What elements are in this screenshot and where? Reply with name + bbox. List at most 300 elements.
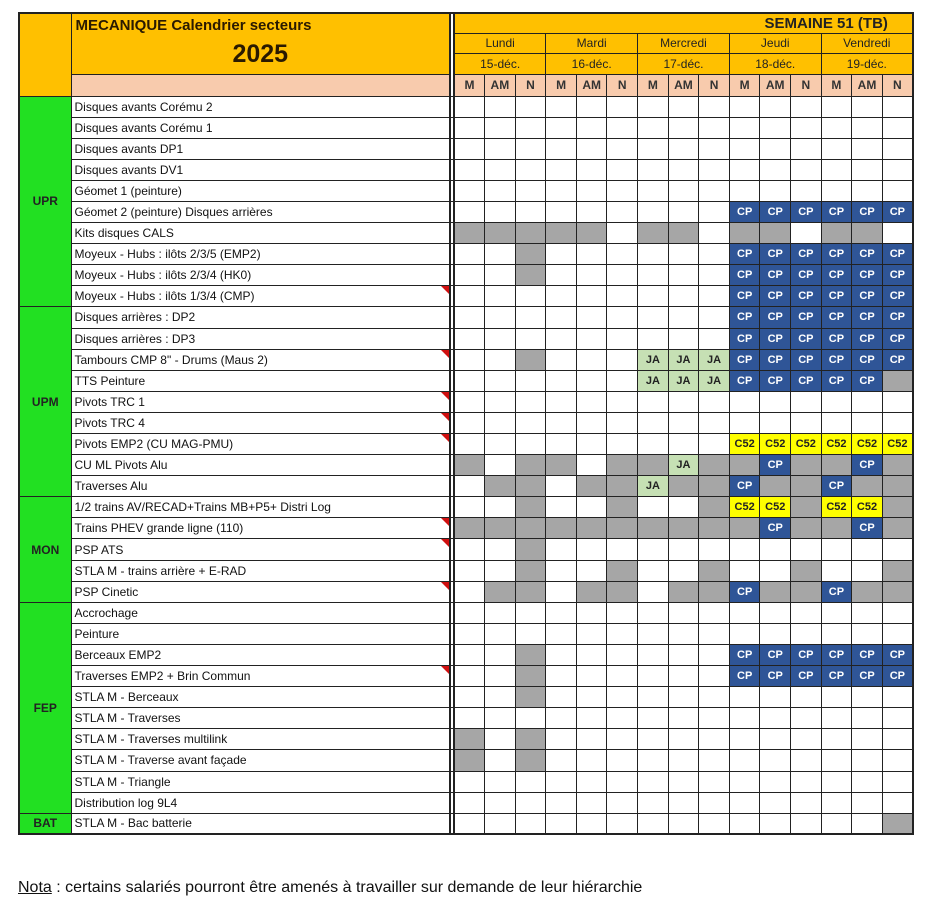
shift-cell[interactable] [852, 539, 883, 560]
shift-cell[interactable] [515, 286, 546, 307]
shift-cell-closed[interactable] [607, 560, 638, 581]
shift-cell[interactable] [668, 687, 699, 708]
shift-cell[interactable] [760, 602, 791, 623]
shift-cell[interactable] [485, 434, 516, 455]
shift-cell-closed[interactable] [546, 518, 577, 539]
shift-cell-closed[interactable] [607, 476, 638, 497]
shift-cell-closed[interactable] [882, 497, 913, 518]
shift-cell-cp[interactable]: CP [821, 476, 852, 497]
shift-cell[interactable] [638, 412, 669, 433]
shift-cell[interactable] [699, 434, 730, 455]
shift-cell[interactable] [638, 560, 669, 581]
shift-cell-c52[interactable]: C52 [882, 434, 913, 455]
shift-cell-closed[interactable] [515, 750, 546, 771]
shift-cell[interactable] [882, 750, 913, 771]
shift-cell[interactable] [546, 750, 577, 771]
shift-cell[interactable] [546, 539, 577, 560]
shift-cell[interactable] [882, 539, 913, 560]
shift-cell[interactable] [791, 792, 822, 813]
shift-cell-cp[interactable]: CP [852, 328, 883, 349]
shift-cell-cp[interactable]: CP [852, 644, 883, 665]
shift-cell[interactable] [791, 771, 822, 792]
row-label[interactable] [71, 750, 450, 771]
shift-cell-cp[interactable]: CP [760, 265, 791, 286]
shift-cell-cp[interactable]: CP [729, 581, 760, 602]
shift-cell-cp[interactable]: CP [852, 265, 883, 286]
shift-cell-cp[interactable]: CP [882, 244, 913, 265]
shift-cell[interactable] [760, 792, 791, 813]
shift-cell[interactable] [607, 349, 638, 370]
shift-cell[interactable] [576, 455, 607, 476]
shift-cell[interactable] [454, 581, 485, 602]
row-label[interactable] [71, 223, 450, 244]
shift-cell[interactable] [791, 708, 822, 729]
shift-cell[interactable] [485, 96, 516, 117]
shift-cell[interactable] [485, 687, 516, 708]
shift-cell[interactable] [576, 412, 607, 433]
shift-cell[interactable] [576, 96, 607, 117]
shift-cell[interactable] [821, 138, 852, 159]
shift-cell[interactable] [821, 391, 852, 412]
shift-cell[interactable] [852, 623, 883, 644]
shift-cell-closed[interactable] [515, 644, 546, 665]
row-label[interactable] [71, 434, 450, 455]
shift-cell-cp[interactable]: CP [821, 244, 852, 265]
row-label[interactable] [71, 623, 450, 644]
shift-cell[interactable] [729, 138, 760, 159]
shift-cell[interactable] [729, 623, 760, 644]
shift-cell[interactable] [821, 560, 852, 581]
row-label[interactable] [71, 792, 450, 813]
comment-indicator-icon[interactable] [441, 413, 449, 421]
shift-cell[interactable] [607, 159, 638, 180]
shift-cell-cp[interactable]: CP [821, 307, 852, 328]
shift-cell[interactable] [638, 96, 669, 117]
shift-cell[interactable] [791, 623, 822, 644]
shift-cell[interactable] [882, 792, 913, 813]
shift-cell-cp[interactable]: CP [791, 666, 822, 687]
shift-cell[interactable] [638, 644, 669, 665]
shift-cell-closed[interactable] [515, 497, 546, 518]
shift-cell-closed[interactable] [882, 518, 913, 539]
shift-cell[interactable] [576, 370, 607, 391]
shift-cell[interactable] [699, 307, 730, 328]
shift-cell[interactable] [515, 117, 546, 138]
shift-cell[interactable] [576, 644, 607, 665]
shift-cell[interactable] [729, 117, 760, 138]
shift-cell-closed[interactable] [485, 581, 516, 602]
shift-cell[interactable] [760, 159, 791, 180]
shift-cell[interactable] [546, 244, 577, 265]
shift-cell[interactable] [515, 328, 546, 349]
shift-cell-cp[interactable]: CP [760, 307, 791, 328]
shift-cell[interactable] [485, 265, 516, 286]
shift-cell[interactable] [791, 180, 822, 201]
shift-cell[interactable] [791, 391, 822, 412]
shift-cell-ja[interactable]: JA [699, 370, 730, 391]
shift-cell[interactable] [546, 117, 577, 138]
shift-cell[interactable] [638, 159, 669, 180]
shift-cell[interactable] [668, 391, 699, 412]
shift-cell[interactable] [546, 286, 577, 307]
shift-cell[interactable] [485, 180, 516, 201]
shift-cell-closed[interactable] [485, 476, 516, 497]
shift-cell-closed[interactable] [515, 244, 546, 265]
shift-cell[interactable] [576, 180, 607, 201]
shift-cell-cp[interactable]: CP [760, 666, 791, 687]
shift-cell-cp[interactable]: CP [760, 349, 791, 370]
shift-cell[interactable] [515, 412, 546, 433]
shift-cell[interactable] [454, 539, 485, 560]
shift-cell[interactable] [638, 729, 669, 750]
shift-cell-ja[interactable]: JA [699, 349, 730, 370]
shift-cell[interactable] [546, 180, 577, 201]
shift-cell[interactable] [485, 307, 516, 328]
shift-cell[interactable] [638, 792, 669, 813]
shift-cell[interactable] [607, 138, 638, 159]
shift-cell-ja[interactable]: JA [668, 455, 699, 476]
shift-cell[interactable] [454, 623, 485, 644]
shift-cell[interactable] [546, 644, 577, 665]
shift-cell[interactable] [760, 391, 791, 412]
shift-cell-cp[interactable]: CP [882, 644, 913, 665]
shift-cell-cp[interactable]: CP [791, 349, 822, 370]
shift-cell[interactable] [821, 623, 852, 644]
shift-cell-cp[interactable]: CP [852, 370, 883, 391]
shift-cell[interactable] [454, 349, 485, 370]
shift-cell-closed[interactable] [638, 518, 669, 539]
shift-cell[interactable] [515, 792, 546, 813]
shift-cell[interactable] [546, 666, 577, 687]
row-label[interactable] [71, 539, 450, 560]
shift-cell[interactable] [607, 813, 638, 834]
shift-cell[interactable] [546, 813, 577, 834]
shift-cell[interactable] [546, 708, 577, 729]
shift-cell[interactable] [638, 750, 669, 771]
shift-cell-c52[interactable]: C52 [821, 497, 852, 518]
shift-cell[interactable] [729, 412, 760, 433]
shift-cell[interactable] [760, 687, 791, 708]
row-label[interactable] [71, 328, 450, 349]
shift-cell-cp[interactable]: CP [882, 666, 913, 687]
shift-cell[interactable] [760, 412, 791, 433]
row-label[interactable] [71, 370, 450, 391]
shift-cell[interactable] [729, 96, 760, 117]
shift-cell[interactable] [791, 159, 822, 180]
shift-cell[interactable] [546, 792, 577, 813]
shift-cell[interactable] [729, 602, 760, 623]
shift-cell-closed[interactable] [791, 581, 822, 602]
shift-cell-cp[interactable]: CP [791, 370, 822, 391]
shift-cell[interactable] [668, 708, 699, 729]
shift-cell[interactable] [699, 813, 730, 834]
shift-cell[interactable] [821, 602, 852, 623]
shift-cell-cp[interactable]: CP [821, 265, 852, 286]
shift-cell[interactable] [852, 391, 883, 412]
shift-cell[interactable] [821, 708, 852, 729]
row-label[interactable] [71, 138, 450, 159]
shift-cell-cp[interactable]: CP [821, 581, 852, 602]
shift-cell-cp[interactable]: CP [760, 370, 791, 391]
shift-cell[interactable] [454, 96, 485, 117]
shift-cell[interactable] [699, 729, 730, 750]
shift-cell[interactable] [454, 201, 485, 222]
shift-cell[interactable] [882, 412, 913, 433]
shift-cell-closed[interactable] [515, 539, 546, 560]
shift-cell[interactable] [454, 813, 485, 834]
shift-cell[interactable] [729, 792, 760, 813]
shift-cell-cp[interactable]: CP [760, 644, 791, 665]
shift-cell-cp[interactable]: CP [760, 518, 791, 539]
shift-cell[interactable] [607, 539, 638, 560]
shift-cell-closed[interactable] [729, 455, 760, 476]
row-label[interactable] [71, 602, 450, 623]
shift-cell-cp[interactable]: CP [852, 307, 883, 328]
shift-cell-ja[interactable]: JA [638, 476, 669, 497]
row-label[interactable] [71, 708, 450, 729]
shift-cell[interactable] [515, 708, 546, 729]
shift-cell-c52[interactable]: C52 [760, 497, 791, 518]
shift-cell-cp[interactable]: CP [729, 328, 760, 349]
shift-cell-closed[interactable] [515, 265, 546, 286]
shift-cell-cp[interactable]: CP [729, 265, 760, 286]
shift-cell[interactable] [852, 750, 883, 771]
shift-cell[interactable] [791, 813, 822, 834]
shift-cell-cp[interactable]: CP [821, 644, 852, 665]
shift-cell[interactable] [638, 539, 669, 560]
shift-cell[interactable] [485, 771, 516, 792]
shift-cell[interactable] [729, 708, 760, 729]
shift-cell[interactable] [607, 307, 638, 328]
shift-cell-cp[interactable]: CP [852, 666, 883, 687]
shift-cell[interactable] [485, 286, 516, 307]
shift-cell[interactable] [729, 180, 760, 201]
shift-cell[interactable] [638, 117, 669, 138]
shift-cell[interactable] [576, 265, 607, 286]
row-label[interactable] [71, 244, 450, 265]
shift-cell-cp[interactable]: CP [791, 286, 822, 307]
shift-cell-cp[interactable]: CP [791, 307, 822, 328]
shift-cell[interactable] [485, 328, 516, 349]
shift-cell[interactable] [454, 476, 485, 497]
shift-cell[interactable] [638, 286, 669, 307]
shift-cell-closed[interactable] [607, 455, 638, 476]
shift-cell[interactable] [515, 370, 546, 391]
shift-cell-closed[interactable] [791, 560, 822, 581]
shift-cell[interactable] [852, 180, 883, 201]
shift-cell[interactable] [454, 328, 485, 349]
shift-cell-c52[interactable]: C52 [729, 497, 760, 518]
shift-cell[interactable] [821, 771, 852, 792]
shift-cell-cp[interactable]: CP [729, 349, 760, 370]
shift-cell-closed[interactable] [699, 581, 730, 602]
shift-cell-closed[interactable] [791, 476, 822, 497]
shift-cell[interactable] [546, 265, 577, 286]
shift-cell[interactable] [821, 180, 852, 201]
shift-cell[interactable] [576, 708, 607, 729]
shift-cell[interactable] [485, 349, 516, 370]
shift-cell[interactable] [852, 117, 883, 138]
shift-cell[interactable] [546, 687, 577, 708]
row-label[interactable] [71, 96, 450, 117]
shift-cell[interactable] [821, 412, 852, 433]
shift-cell-closed[interactable] [821, 223, 852, 244]
shift-cell-cp[interactable]: CP [821, 349, 852, 370]
shift-cell-closed[interactable] [515, 560, 546, 581]
shift-cell[interactable] [821, 687, 852, 708]
comment-indicator-icon[interactable] [441, 539, 449, 547]
shift-cell[interactable] [882, 223, 913, 244]
shift-cell[interactable] [699, 687, 730, 708]
shift-cell-closed[interactable] [699, 455, 730, 476]
shift-cell[interactable] [638, 813, 669, 834]
shift-cell-closed[interactable] [638, 455, 669, 476]
shift-cell-cp[interactable]: CP [760, 455, 791, 476]
shift-cell[interactable] [699, 644, 730, 665]
shift-cell-closed[interactable] [485, 518, 516, 539]
shift-cell-cp[interactable]: CP [882, 328, 913, 349]
row-label[interactable] [71, 497, 450, 518]
shift-cell-closed[interactable] [515, 687, 546, 708]
shift-cell[interactable] [882, 687, 913, 708]
shift-cell-cp[interactable]: CP [760, 328, 791, 349]
shift-cell[interactable] [729, 750, 760, 771]
shift-cell[interactable] [699, 201, 730, 222]
shift-cell[interactable] [485, 729, 516, 750]
row-label[interactable] [71, 117, 450, 138]
shift-cell[interactable] [515, 138, 546, 159]
shift-cell[interactable] [699, 412, 730, 433]
shift-cell-closed[interactable] [821, 518, 852, 539]
shift-cell[interactable] [607, 201, 638, 222]
shift-cell[interactable] [485, 813, 516, 834]
shift-cell[interactable] [485, 792, 516, 813]
shift-cell[interactable] [576, 602, 607, 623]
shift-cell-cp[interactable]: CP [791, 265, 822, 286]
shift-cell-cp[interactable]: CP [791, 244, 822, 265]
shift-cell-closed[interactable] [882, 476, 913, 497]
shift-cell-closed[interactable] [729, 223, 760, 244]
shift-cell[interactable] [760, 117, 791, 138]
shift-cell[interactable] [791, 750, 822, 771]
shift-cell[interactable] [546, 497, 577, 518]
shift-cell[interactable] [576, 729, 607, 750]
shift-cell[interactable] [668, 434, 699, 455]
shift-cell[interactable] [821, 813, 852, 834]
shift-cell[interactable] [638, 623, 669, 644]
shift-cell-closed[interactable] [576, 518, 607, 539]
row-label[interactable] [71, 560, 450, 581]
shift-cell[interactable] [607, 412, 638, 433]
shift-cell[interactable] [791, 412, 822, 433]
shift-cell[interactable] [607, 602, 638, 623]
shift-cell[interactable] [546, 349, 577, 370]
shift-cell[interactable] [485, 159, 516, 180]
shift-cell[interactable] [607, 434, 638, 455]
shift-cell[interactable] [607, 708, 638, 729]
shift-cell-cp[interactable]: CP [729, 370, 760, 391]
shift-cell-closed[interactable] [576, 223, 607, 244]
shift-cell[interactable] [576, 434, 607, 455]
shift-cell[interactable] [821, 117, 852, 138]
shift-cell[interactable] [821, 729, 852, 750]
shift-cell-cp[interactable]: CP [729, 244, 760, 265]
shift-cell-closed[interactable] [821, 455, 852, 476]
shift-cell-cp[interactable]: CP [729, 644, 760, 665]
shift-cell[interactable] [485, 138, 516, 159]
shift-cell[interactable] [454, 370, 485, 391]
shift-cell[interactable] [454, 497, 485, 518]
shift-cell[interactable] [729, 813, 760, 834]
shift-cell-cp[interactable]: CP [760, 201, 791, 222]
shift-cell-closed[interactable] [607, 497, 638, 518]
shift-cell[interactable] [729, 560, 760, 581]
shift-cell[interactable] [454, 180, 485, 201]
shift-cell[interactable] [821, 750, 852, 771]
shift-cell[interactable] [699, 117, 730, 138]
shift-cell-cp[interactable]: CP [882, 201, 913, 222]
shift-cell[interactable] [729, 159, 760, 180]
shift-cell[interactable] [668, 117, 699, 138]
shift-cell-closed[interactable] [454, 455, 485, 476]
row-label[interactable] [71, 729, 450, 750]
shift-cell[interactable] [852, 708, 883, 729]
shift-cell-c52[interactable]: C52 [791, 434, 822, 455]
shift-cell-ja[interactable]: JA [638, 370, 669, 391]
shift-cell[interactable] [882, 117, 913, 138]
shift-cell[interactable] [576, 117, 607, 138]
shift-cell[interactable] [882, 602, 913, 623]
shift-cell[interactable] [607, 117, 638, 138]
shift-cell[interactable] [485, 708, 516, 729]
shift-cell[interactable] [668, 96, 699, 117]
shift-cell-closed[interactable] [515, 666, 546, 687]
row-label[interactable] [71, 644, 450, 665]
shift-cell-closed[interactable] [668, 223, 699, 244]
shift-cell-ja[interactable]: JA [668, 370, 699, 391]
shift-cell-closed[interactable] [576, 581, 607, 602]
row-label[interactable] [71, 180, 450, 201]
shift-cell[interactable] [668, 328, 699, 349]
shift-cell[interactable] [760, 771, 791, 792]
shift-cell[interactable] [454, 602, 485, 623]
shift-cell[interactable] [729, 771, 760, 792]
shift-cell[interactable] [576, 792, 607, 813]
shift-cell[interactable] [638, 201, 669, 222]
shift-cell[interactable] [852, 729, 883, 750]
shift-cell-cp[interactable]: CP [729, 476, 760, 497]
shift-cell[interactable] [454, 244, 485, 265]
row-label[interactable] [71, 391, 450, 412]
shift-cell[interactable] [515, 602, 546, 623]
shift-cell-closed[interactable] [668, 581, 699, 602]
shift-cell[interactable] [760, 729, 791, 750]
shift-cell-cp[interactable]: CP [791, 201, 822, 222]
shift-cell[interactable] [791, 539, 822, 560]
shift-cell[interactable] [821, 96, 852, 117]
shift-cell[interactable] [699, 180, 730, 201]
shift-cell[interactable] [546, 602, 577, 623]
shift-cell[interactable] [454, 265, 485, 286]
shift-cell[interactable] [821, 159, 852, 180]
shift-cell[interactable] [515, 201, 546, 222]
row-label[interactable] [71, 813, 450, 834]
shift-cell-cp[interactable]: CP [882, 307, 913, 328]
shift-cell[interactable] [668, 497, 699, 518]
shift-cell[interactable] [485, 412, 516, 433]
shift-cell-cp[interactable]: CP [791, 644, 822, 665]
shift-cell[interactable] [576, 497, 607, 518]
